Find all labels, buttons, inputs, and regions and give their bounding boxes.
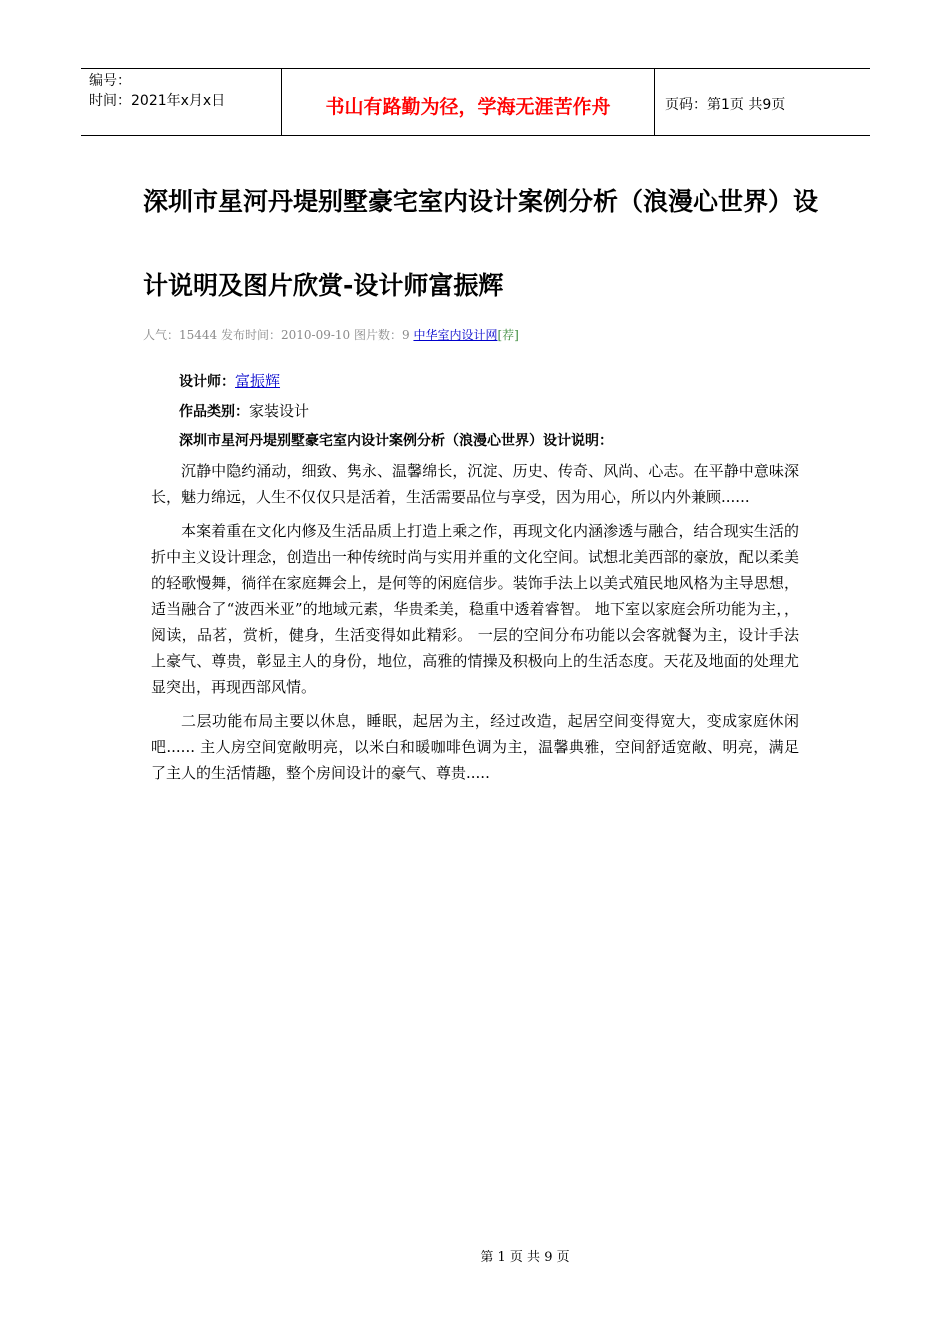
- page-info: 页码：第1页 共9页: [665, 96, 786, 113]
- section-heading: 深圳市星河丹堤别墅豪宅室内设计案例分析（浪漫心世界）设计说明：: [179, 433, 613, 449]
- paragraph-3: 二层功能布局主要以休息，睡眠，起居为主，经过改造，起居空间变得宽大，变成家庭休闲吧...... 主人房空间宽敞明亮，以米白和暖咖啡色调为主，温馨典雅，空间舒适宽敞、明亮，满足了主人的生活情趣，整个房间设计的豪气、尊贵.....: [151, 712, 799, 782]
- paragraph-2: 本案着重在文化内修及生活品质上打造上乘之作，再现文化内涵渗透与融合，结合现实生活的折中主义设计理念，创造出一种传统时尚与实用并重的文化空间。试想北美西部的豪放，配以柔美的轻歌慢舞，徜徉在家庭舞会上，是何等的闲庭信步。装饰手法上以美式殖民地风格为主导思想，适当融合了“波西米亚”的地域元素，华贵柔美，稳重中透着睿智。 地下室以家庭会所功能为主，，阅读，品茗，赏析，健身，生活变得如此精彩。 一层的空间分布功能以会客就餐为主，设计手法上豪气、尊贵，彰显主人的身份，地位，高雅的情操及积极向上的生活态度。天花及地面的处理尤显突出，再现西部风情。: [151, 522, 799, 696]
- designer-link[interactable]: 富振辉: [235, 372, 281, 390]
- motto-text: 书山有路勤为径，学海无涯苦作舟: [325, 95, 611, 118]
- category-value: 家装设计: [249, 402, 310, 420]
- header-motto-cell: [282, 69, 655, 135]
- header-page-cell: [655, 69, 870, 135]
- designer-row: [179, 366, 799, 396]
- source-link[interactable]: 中华室内设计网: [413, 328, 498, 342]
- header-meta-cell: [81, 69, 282, 135]
- article-stats: 人气：15444 发布时间：2010-09-10 图片数：9: [143, 328, 414, 342]
- page-title: 深圳市星河丹堤别墅豪宅室内设计案例分析（浪漫心世界）设计说明及图片欣赏-设计师富振辉: [143, 187, 819, 300]
- recommend-tag[interactable]: [荐]: [497, 328, 519, 342]
- page-footer: 第 1 页 共 9 页: [480, 1250, 570, 1265]
- paragraph-1: 沉静中隐约涌动，细致、隽永、温馨绵长，沉淀、历史、传奇、风尚、心志。在平静中意味深长，魅力绵远，人生不仅仅只是活着，生活需要品位与享受，因为用心，所以内外兼顾......: [151, 462, 799, 506]
- category-label: 作品类别：: [179, 404, 249, 420]
- category-row: [179, 396, 799, 426]
- article-meta: [143, 326, 519, 343]
- date-label: 时间：2021年x月x日: [89, 93, 226, 109]
- number-label: 编号：: [89, 73, 131, 89]
- document-header: [81, 68, 870, 136]
- article-body: [151, 366, 799, 794]
- designer-label: 设计师：: [179, 374, 235, 390]
